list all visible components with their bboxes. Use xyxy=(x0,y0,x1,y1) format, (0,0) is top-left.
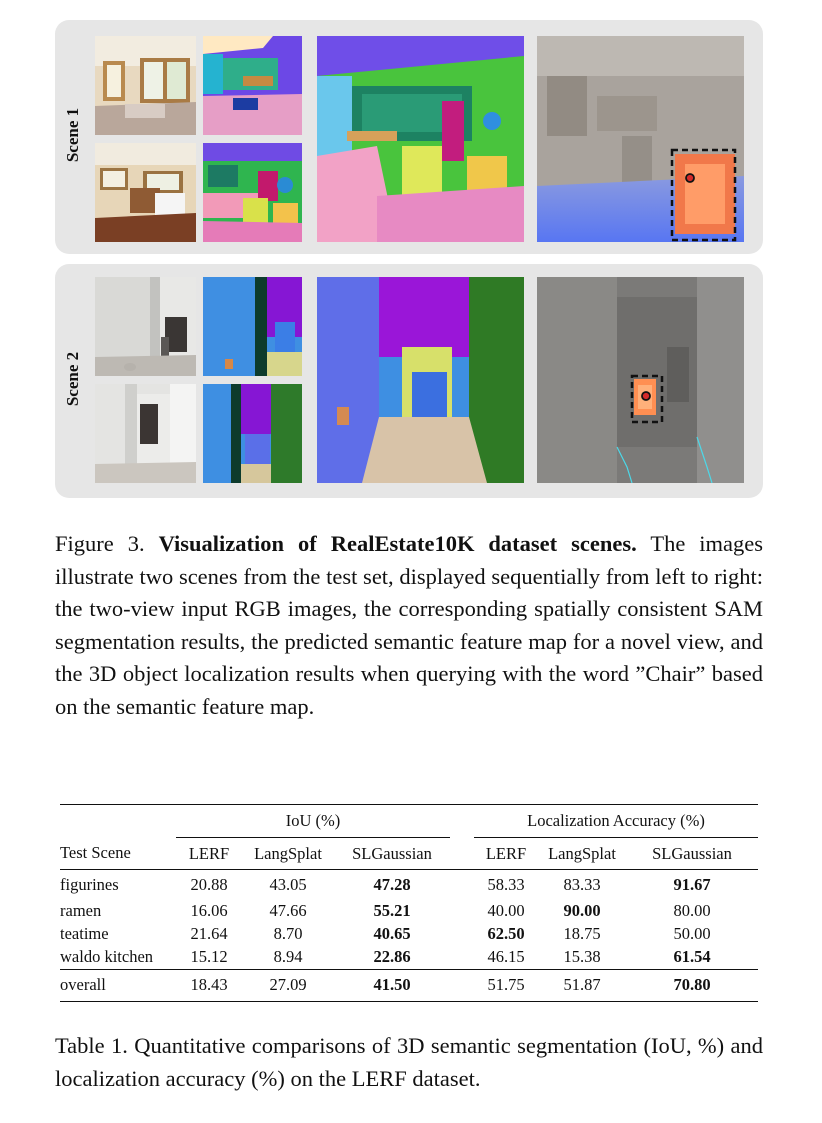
table-cell-value: 20.88 xyxy=(176,870,242,900)
scene-2-localization-result xyxy=(537,277,744,483)
table-body xyxy=(60,870,758,1002)
table-cell-value: 21.64 xyxy=(190,924,228,943)
table-cell-value: 15.38 xyxy=(563,947,601,966)
table-cell-value: 46.15 xyxy=(487,947,525,966)
scene-1-label: Scene 1 xyxy=(63,107,82,163)
table-cell-value: 47.66 xyxy=(269,901,307,920)
table-cell-value: 62.50 xyxy=(487,924,525,943)
table-cell-value: 51.87 xyxy=(538,969,626,1001)
scene-2-label: Scene 2 xyxy=(63,351,82,407)
table-cell-value: 43.05 xyxy=(242,870,334,900)
table-cell-value: 40.00 xyxy=(487,901,525,920)
table-caption xyxy=(55,1030,763,1095)
scene-2-sam-view-1 xyxy=(203,277,302,376)
column-header: LERF xyxy=(485,843,527,863)
scene-2-rgb-view-2 xyxy=(95,384,196,483)
column-header: SLGaussian xyxy=(652,843,732,863)
table-cell-scene: ramen xyxy=(60,901,102,920)
table-cell-value: 15.12 xyxy=(190,947,228,966)
table-cell-value: 61.54 xyxy=(673,947,711,966)
table-row xyxy=(60,923,758,946)
column-header-test-scene: Test Scene xyxy=(60,843,131,863)
scene-1-localization-result xyxy=(537,36,744,242)
table-cell-value: 18.43 xyxy=(176,969,242,1001)
scene-1-semantic-feature-map xyxy=(317,36,524,242)
localization-group-header: Localization Accuracy (%) xyxy=(474,805,758,838)
figure-caption xyxy=(55,528,763,723)
table-caption-text: Quantitative comparisons of 3D semantic segmentation (IoU, %) and localization accuracy (%) on the LERF dataset. xyxy=(55,1033,763,1091)
results-table xyxy=(60,804,758,1002)
table-cell-value: 18.75 xyxy=(563,924,601,943)
table-cell-value: 55.21 xyxy=(373,901,411,920)
table-cell-value: 50.00 xyxy=(673,924,711,943)
table-cell-scene: teatime xyxy=(60,924,109,943)
scene-2-rgb-view-1 xyxy=(95,277,196,376)
table-cell-value: 41.50 xyxy=(334,969,450,1001)
column-header: LERF xyxy=(188,843,230,863)
table-cell-value: 91.67 xyxy=(626,870,758,900)
table-cell-value: 70.80 xyxy=(626,969,758,1001)
table-cell-value: 40.65 xyxy=(373,924,411,943)
table-cell-value: 51.75 xyxy=(474,969,538,1001)
table-cell-value: 83.33 xyxy=(538,870,626,900)
table-row xyxy=(60,870,758,900)
scene-2-semantic-feature-map xyxy=(317,277,524,483)
column-header: LangSplat xyxy=(548,843,616,863)
scene-1-sam-view-2 xyxy=(203,143,302,242)
table-cell-value: 58.33 xyxy=(474,870,538,900)
table-cell-scene: waldo kitchen xyxy=(60,947,154,966)
table-cell-value: 80.00 xyxy=(673,901,711,920)
table-cell-value: 8.94 xyxy=(273,947,303,966)
scene-1-rgb-view-2 xyxy=(95,143,196,242)
table-row xyxy=(60,969,758,1001)
column-header: SLGaussian xyxy=(352,843,432,863)
figure-caption-title: Visualization of RealEstate10K dataset scenes. xyxy=(158,531,637,556)
column-header: LangSplat xyxy=(254,843,322,863)
table-row xyxy=(60,946,758,970)
table-cell-value: 47.28 xyxy=(334,870,450,900)
table-row xyxy=(60,900,758,923)
figure-caption-text: The images illustrate two scenes from the test set, displayed sequentially from left to right: the two-view input RGB images, the corresponding spatially consistent SAM segmentation results, the predicted semantic feature map for a novel view, and the 3D object localization results when querying with the word ”Chair” based on the semantic feature map. xyxy=(55,531,764,719)
table-cell-value: 27.09 xyxy=(242,969,334,1001)
scene-1-sam-view-1 xyxy=(203,36,302,135)
figure-caption-label: Figure 3. xyxy=(55,531,145,556)
iou-group-header: IoU (%) xyxy=(176,805,450,838)
table-cell-value: 8.70 xyxy=(273,924,303,943)
table-cell-value: 16.06 xyxy=(190,901,228,920)
scene-2-sam-view-2 xyxy=(203,384,302,483)
table-cell-scene: overall xyxy=(60,969,176,1001)
table-cell-value: 90.00 xyxy=(563,901,601,920)
table-cell-value: 22.86 xyxy=(373,947,411,966)
table-caption-label: Table 1. xyxy=(55,1033,128,1058)
scene-1-rgb-view-1 xyxy=(95,36,196,135)
table-cell-scene: figurines xyxy=(60,870,176,900)
